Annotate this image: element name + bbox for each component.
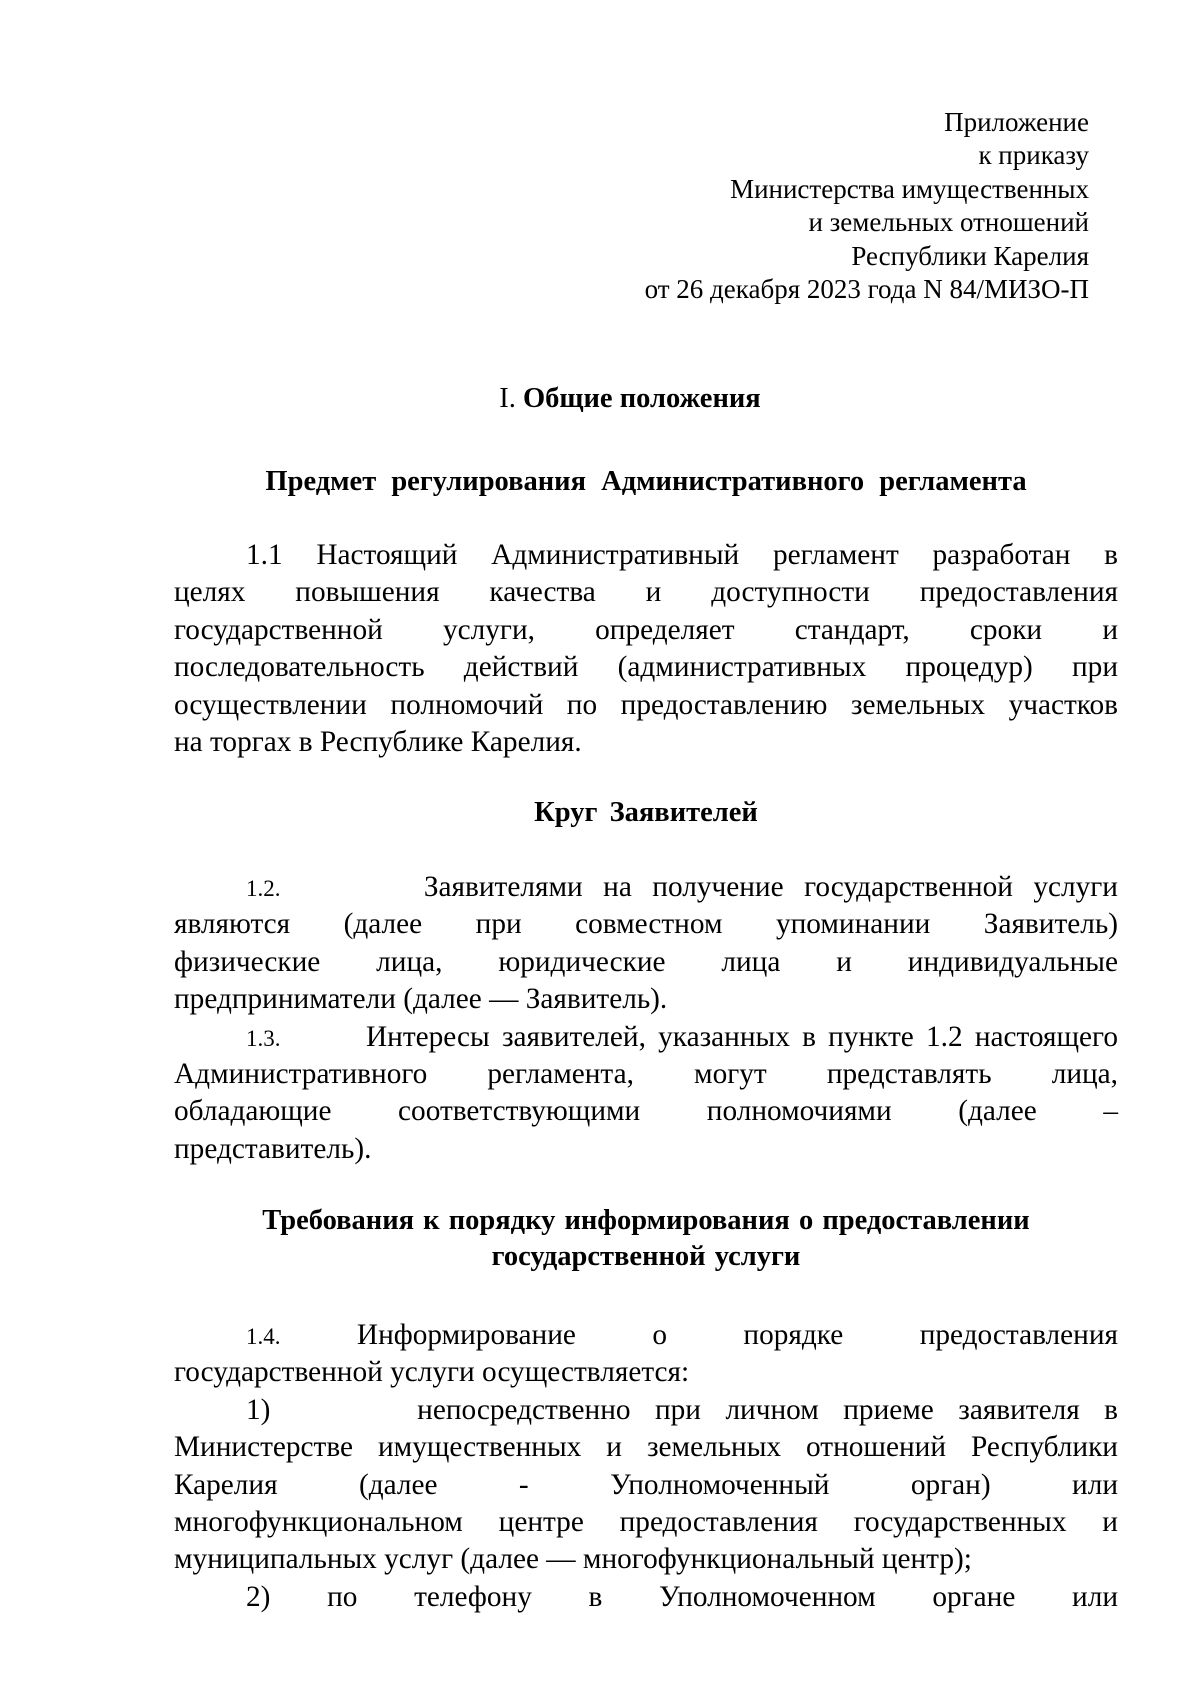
paragraph-line: предприниматели (далее — Заявитель). (174, 983, 668, 1016)
section-title (0, 383, 1200, 415)
paragraph-line: осуществлении полномочий по предоставлению земельных участков (174, 688, 1118, 721)
paragraph-line (174, 869, 1118, 906)
paragraph-line: являются (далее при совместном упоминании Заявитель) (174, 908, 1118, 941)
list-item-number: 2) (246, 1580, 271, 1613)
section-number: I. (499, 383, 516, 414)
paragraph-line: государственной услуги, определяет стандарт, сроки и (174, 613, 1118, 646)
header-line: от 26 декабря 2023 года N 84/МИЗО-П (644, 274, 1089, 305)
list-item-line: Министерстве имущественных и земельных отношений Республики (174, 1431, 1118, 1464)
subheading-subject: Предмет регулирования Административного регламента (265, 466, 1027, 497)
clause-text: Информирование о порядке предоставления (356, 1319, 1118, 1351)
clause-number: 1.3. (246, 1025, 281, 1051)
list-item-text: непосредственно при личном приеме заявителя в (417, 1393, 1118, 1426)
paragraph-1-4 (174, 1317, 1118, 1616)
subheading-line: Требования к порядку информирования о предоставлении (262, 1205, 1030, 1236)
paragraph-line: на торгах в Республике Карелия. (174, 725, 582, 758)
clause-text: Заявителями на получение государственной услуги (423, 871, 1118, 903)
header-line: к приказу (978, 140, 1089, 171)
paragraph-line: целях повышения качества и доступности предоставления (174, 576, 1118, 609)
list-item-line (174, 1392, 1118, 1429)
header-line: и земельных отношений (808, 207, 1089, 238)
paragraph-line: физические лица, юридические лица и индивидуальные (174, 945, 1118, 978)
header-line: Министерства имущественных (730, 173, 1089, 204)
paragraph-line: государственной услуги осуществляется: (174, 1356, 690, 1389)
paragraph-line: 1.1 Настоящий Административный регламент разработан в (246, 539, 1118, 571)
paragraph-line: обладающие соответствующими полномочиями (далее – (174, 1095, 1118, 1128)
paragraph-line (174, 1317, 1118, 1354)
clause-number: 1.2. (246, 876, 281, 901)
paragraph-1-2 (174, 869, 1118, 1168)
list-item-line (174, 1579, 1118, 1616)
header-line: Приложение (944, 107, 1089, 137)
clause-text: Интересы заявителей, указанных в пункте 1.2 настоящего (366, 1020, 1118, 1053)
list-item-line: Карелия (далее - Уполномоченный орган) или (174, 1468, 1118, 1501)
list-item-text: по телефону в Уполномоченном органе или (327, 1580, 1119, 1613)
clause-number: 1.4. (246, 1324, 281, 1349)
paragraph-1-1 (174, 537, 1118, 761)
list-item-line: муниципальных услуг (далее — многофункциональный центр); (174, 1543, 972, 1576)
list-item-number: 1) (246, 1393, 271, 1426)
paragraph-line: представитель). (174, 1132, 372, 1165)
paragraph-line: последовательность действий (административных процедур) при (174, 651, 1118, 684)
subheading-line: государственной услуги (491, 1241, 801, 1272)
list-item-line: многофункциональном центре предоставления государственных и (174, 1505, 1118, 1538)
section-heading: Общие положения (523, 383, 761, 414)
paragraph-line: Административного регламента, могут представлять лица, (174, 1057, 1118, 1090)
subheading-applicants: Круг Заявителей (534, 797, 758, 828)
approval-header (645, 106, 1089, 306)
header-line: Республики Карелия (851, 240, 1089, 271)
subheading-requirements (174, 1203, 1118, 1275)
paragraph-line (174, 1019, 1118, 1056)
